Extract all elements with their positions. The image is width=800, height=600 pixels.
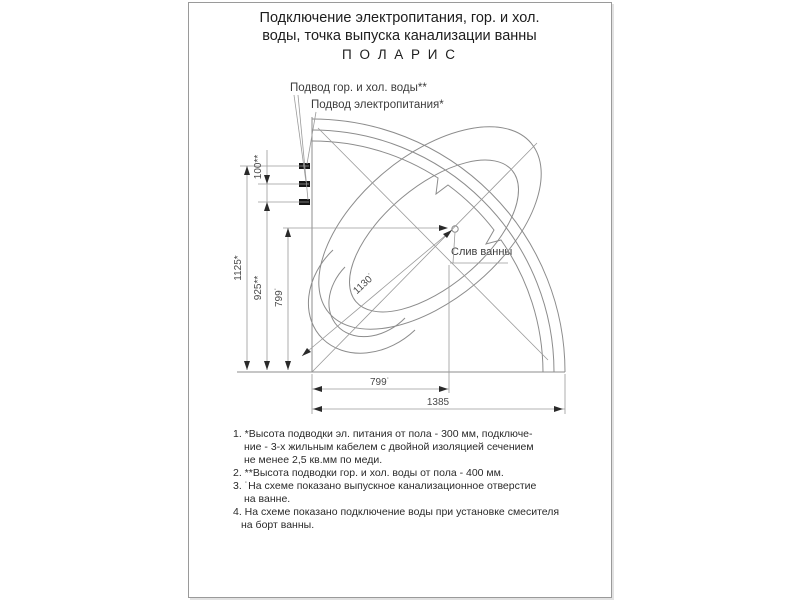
dim-drain-horizontal: 799˙	[369, 377, 391, 388]
label-water-supply: Подвод гор. и хол. воды**	[290, 82, 427, 94]
dim-overall-width: 1385	[426, 397, 450, 408]
dim-power-vertical: 1125*	[233, 255, 244, 281]
label-power-supply: Подвод электропитания*	[311, 99, 444, 111]
page-title-line1: Подключение электропитания, гор. и хол.	[259, 10, 540, 26]
note-line: на ванне.	[244, 493, 291, 505]
label-drain: Слив ванны	[451, 246, 513, 258]
note-line: 3. ˙На схеме показано выпускное канализационное отверстие	[233, 480, 537, 492]
dim-drain-vertical: 799˙	[274, 286, 285, 308]
note-line: 1. *Высота подводки эл. питания от пола - 300 мм, подключе-	[233, 428, 533, 440]
tub-outline	[237, 117, 565, 372]
note-line: не менее 2,5 кв.мм по меди.	[244, 454, 383, 466]
note-line: ние - 3-х жильным кабелем с двойной изоляцией сечением	[244, 441, 534, 453]
dimension-labels	[233, 155, 450, 408]
connection-point-markers	[299, 163, 458, 232]
note-line: на борт ванны.	[241, 519, 315, 531]
dimension-lines	[247, 150, 565, 409]
note-line: 2. **Высота подводки гор. и хол. воды от пола - 400 мм.	[233, 467, 504, 479]
dimension-arrows	[244, 166, 563, 412]
page-title-line2: воды, точка выпуска канализации ванны	[262, 28, 537, 44]
dim-pipe-spacing: 100**	[253, 154, 264, 180]
dim-water-vertical: 925**	[253, 275, 264, 301]
page-title-model: П О Л А Р И С	[341, 47, 458, 62]
dim-drain-diagonal: 1130˙	[351, 271, 378, 297]
note-line: 4. На схеме показано подключение воды при установке смесителя	[233, 506, 560, 518]
